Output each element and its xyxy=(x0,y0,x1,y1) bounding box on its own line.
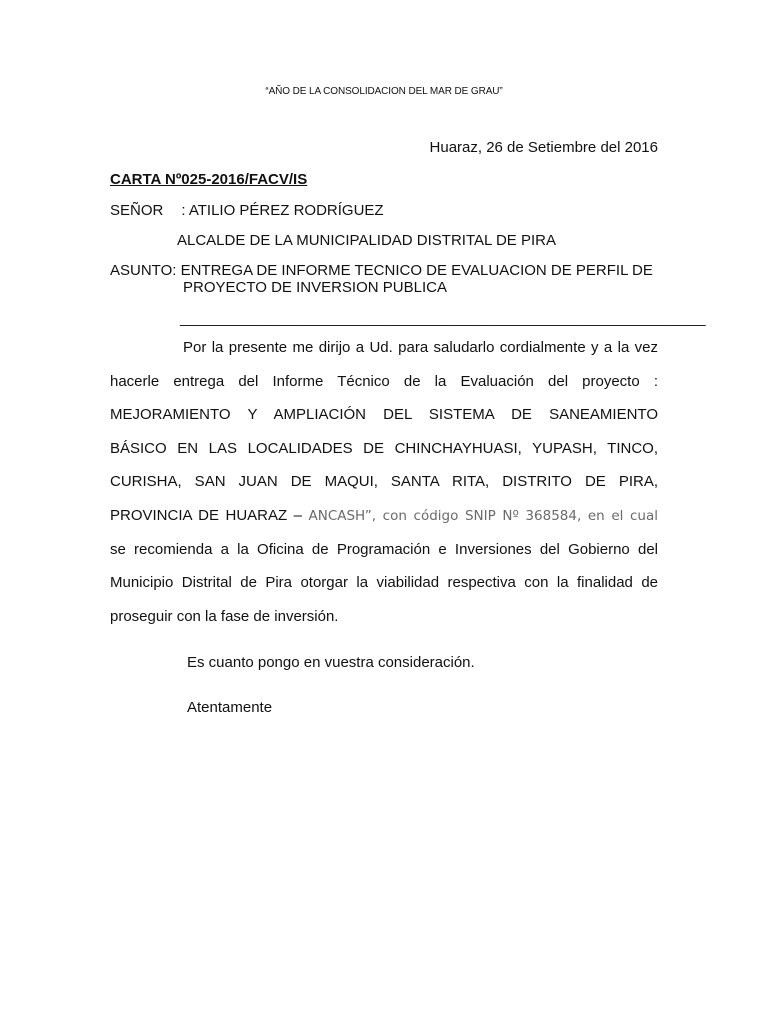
document-motto: “AÑO DE LA CONSOLIDACION DEL MAR DE GRAU” xyxy=(265,86,503,97)
recipient-name: : ATILIO PÉREZ RODRÍGUEZ xyxy=(181,202,384,219)
body-line: Municipio Distrital de Pira otorgar la viabilidad respectiva con la finalidad de xyxy=(110,574,658,592)
letter-number: CARTA Nº025-2016/FACV/IS xyxy=(110,171,308,188)
body-line xyxy=(110,506,658,540)
separator-line: _______________________________________________________________ xyxy=(180,310,706,327)
subject-line-2: PROYECTO DE INVERSION PUBLICA xyxy=(183,279,447,296)
recipient-title: ALCALDE DE LA MUNICIPALIDAD DISTRITAL DE PIRA xyxy=(177,232,556,249)
salutation-label: SEÑOR xyxy=(110,202,164,219)
closing-sentence: Es cuanto pongo en vuestra consideración. xyxy=(187,654,475,671)
body-line: CURISHA, SAN JUAN DE MAQUI, SANTA RITA, DISTRITO DE PIRA, xyxy=(110,473,658,491)
signoff: Atentamente xyxy=(187,699,273,716)
body-text-gray: ANCASH”, con código SNIP Nº 368584, en el cual xyxy=(308,507,658,524)
letter-date: Huaraz, 26 de Setiembre del 2016 xyxy=(429,139,658,156)
recipient-line xyxy=(110,202,384,219)
subject-line-1: ASUNTO: ENTREGA DE INFORME TECNICO DE EVALUACION DE PERFIL DE xyxy=(110,262,653,279)
body-line: hacerle entrega del Informe Técnico de la Evaluación del proyecto : xyxy=(110,372,658,390)
body-line: proseguir con la fase de inversión. xyxy=(110,607,339,625)
letter-body xyxy=(110,338,658,640)
body-line: Por la presente me dirijo a Ud. para saludarlo cordialmente y a la vez xyxy=(183,339,658,356)
body-line: se recomienda a la Oficina de Programación e Inversiones del Gobierno del xyxy=(110,540,658,558)
body-line: MEJORAMIENTO Y AMPLIACIÓN DEL SISTEMA DE SANEAMIENTO xyxy=(110,406,658,424)
body-line: BÁSICO EN LAS LOCALIDADES DE CHINCHAYHUASI, YUPASH, TINCO, xyxy=(110,439,658,457)
body-text-dark: PROVINCIA DE HUARAZ – xyxy=(110,506,309,524)
